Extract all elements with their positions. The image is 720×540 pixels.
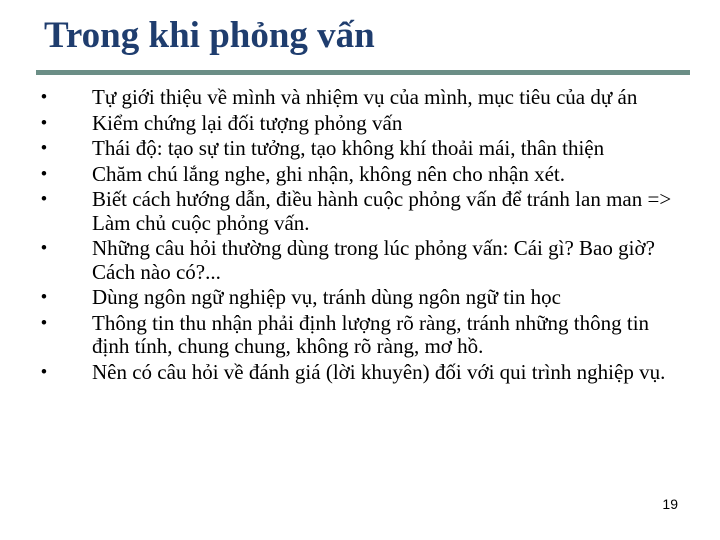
bullet-icon: • [40,112,48,134]
bullet-icon: • [40,189,48,210]
bullet-text: Chăm chú lắng nghe, ghi nhận, không nên cho nhận xét. [92,161,565,186]
bullet-item [34,137,684,161]
bullet-text: Những câu hỏi thường dùng trong lúc phỏng vấn: Cái gì? Bao giờ? Cách nào có?... [92,236,655,284]
bullet-text: Kiểm chứng lại đối tượng phỏng vấn [92,110,403,135]
bullet-item [34,286,684,310]
bullet-text: Biết cách hướng dẫn, điều hành cuộc phỏng vấn để tránh lan man => Làm chủ cuộc phỏng vấn. [92,187,672,235]
bullet-icon: • [40,361,48,383]
slide-title: Trong khi phỏng vấn [44,15,375,56]
bullet-icon: • [40,87,48,108]
bullet-icon: • [40,138,48,159]
bullet-text: Dùng ngôn ngữ nghiệp vụ, tránh dùng ngôn ngữ tin học [92,285,561,309]
bullet-text: Thông tin thu nhận phải định lượng rõ ràng, tránh những thông tin định tính, chung chung, không rõ ràng, mơ hồ. [92,310,650,358]
bullet-icon: • [40,287,48,308]
bullet-text: Tự giới thiệu về mình và nhiệm vụ của mình, mục tiêu của dự án [92,85,638,109]
bullet-item [34,361,684,385]
bullet-item [34,188,684,235]
bullet-text: Thái độ: tạo sự tin tưởng, tạo không khí thoải mái, thân thiện [92,136,605,160]
bullet-item [34,163,684,187]
bullet-item [34,237,684,284]
bullet-icon: • [40,238,48,259]
bullet-icon: • [40,163,48,185]
bullet-item [34,112,684,136]
bullet-text: Nên có câu hỏi về đánh giá (lời khuyên) đối với qui trình nghiệp vụ. [92,359,666,384]
bullet-list [34,86,684,386]
bullet-item [34,312,684,359]
bullet-icon: • [40,312,48,334]
page-number: 19 [662,496,678,512]
title-divider [36,70,690,75]
bullet-item [34,86,684,110]
